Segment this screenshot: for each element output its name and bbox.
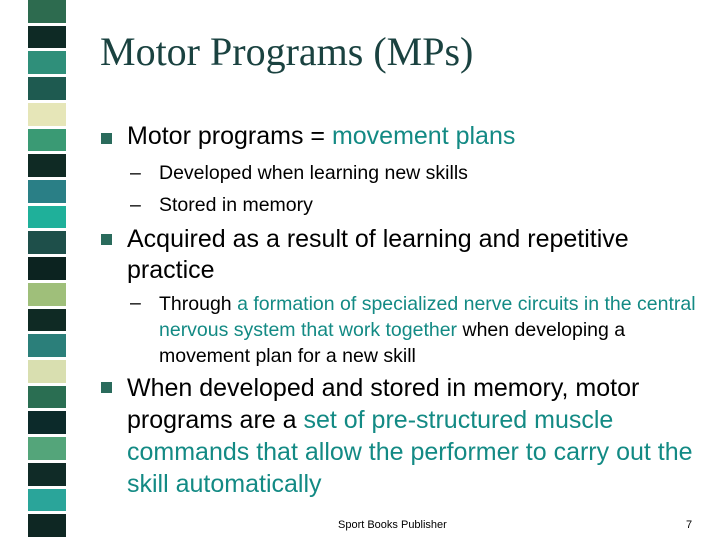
stripe-block bbox=[28, 283, 66, 306]
slide-title: Motor Programs (MPs) bbox=[100, 29, 474, 74]
stripe-block bbox=[28, 309, 66, 332]
stripe-block bbox=[28, 489, 66, 512]
stripe-block bbox=[28, 514, 66, 537]
bullet-1 bbox=[127, 121, 707, 152]
stripe-block bbox=[28, 231, 66, 254]
bullet-2: Acquired as a result of learning and repetitive practice bbox=[127, 225, 629, 284]
stripe-block bbox=[28, 77, 66, 100]
stripe-block bbox=[28, 360, 66, 383]
bullet-marker bbox=[101, 382, 112, 393]
bullet-1-text: Motor programs = bbox=[127, 122, 332, 150]
stripe-block bbox=[28, 26, 66, 49]
stripe-block bbox=[28, 206, 66, 229]
stripe-block bbox=[28, 129, 66, 152]
stripe-block bbox=[28, 51, 66, 74]
bullet-3 bbox=[127, 372, 707, 500]
bullet-3-highlight: set of pre-structured muscle commands that allow the performer to carry out the skill automatically bbox=[127, 406, 693, 498]
footer-publisher: Sport Books Publisher bbox=[338, 519, 447, 531]
stripe-block bbox=[28, 103, 66, 126]
bullet-1-highlight: movement plans bbox=[331, 122, 516, 150]
stripe-block bbox=[28, 180, 66, 203]
stripe-block bbox=[28, 411, 66, 434]
sub-bullet-3-text: Through bbox=[159, 293, 238, 315]
decorative-stripe bbox=[28, 0, 66, 540]
bullet-marker bbox=[101, 133, 112, 144]
stripe-block bbox=[28, 257, 66, 280]
sub-dash: – bbox=[130, 194, 141, 216]
sub-bullet-3-tail: when developing a movement plan for a new skill bbox=[159, 319, 626, 367]
stripe-block bbox=[28, 437, 66, 460]
stripe-block bbox=[28, 334, 66, 357]
sub-dash: – bbox=[130, 292, 141, 314]
sub-bullet-3 bbox=[159, 291, 709, 369]
stripe-block bbox=[28, 463, 66, 486]
bullet-marker bbox=[101, 234, 112, 245]
page-number: 7 bbox=[686, 519, 693, 531]
sub-bullet-1: Developed when learning new skills bbox=[159, 162, 468, 184]
stripe-block bbox=[28, 154, 66, 177]
bullet-3-text: When developed and stored in memory, motor programs are a bbox=[127, 374, 640, 434]
stripe-block bbox=[28, 0, 66, 23]
sub-dash: – bbox=[130, 162, 141, 184]
sub-bullet-3-highlight: a formation of specialized nerve circuits in the central nervous system that work together bbox=[159, 293, 696, 341]
stripe-block bbox=[28, 386, 66, 409]
sub-bullet-2: Stored in memory bbox=[159, 194, 313, 216]
